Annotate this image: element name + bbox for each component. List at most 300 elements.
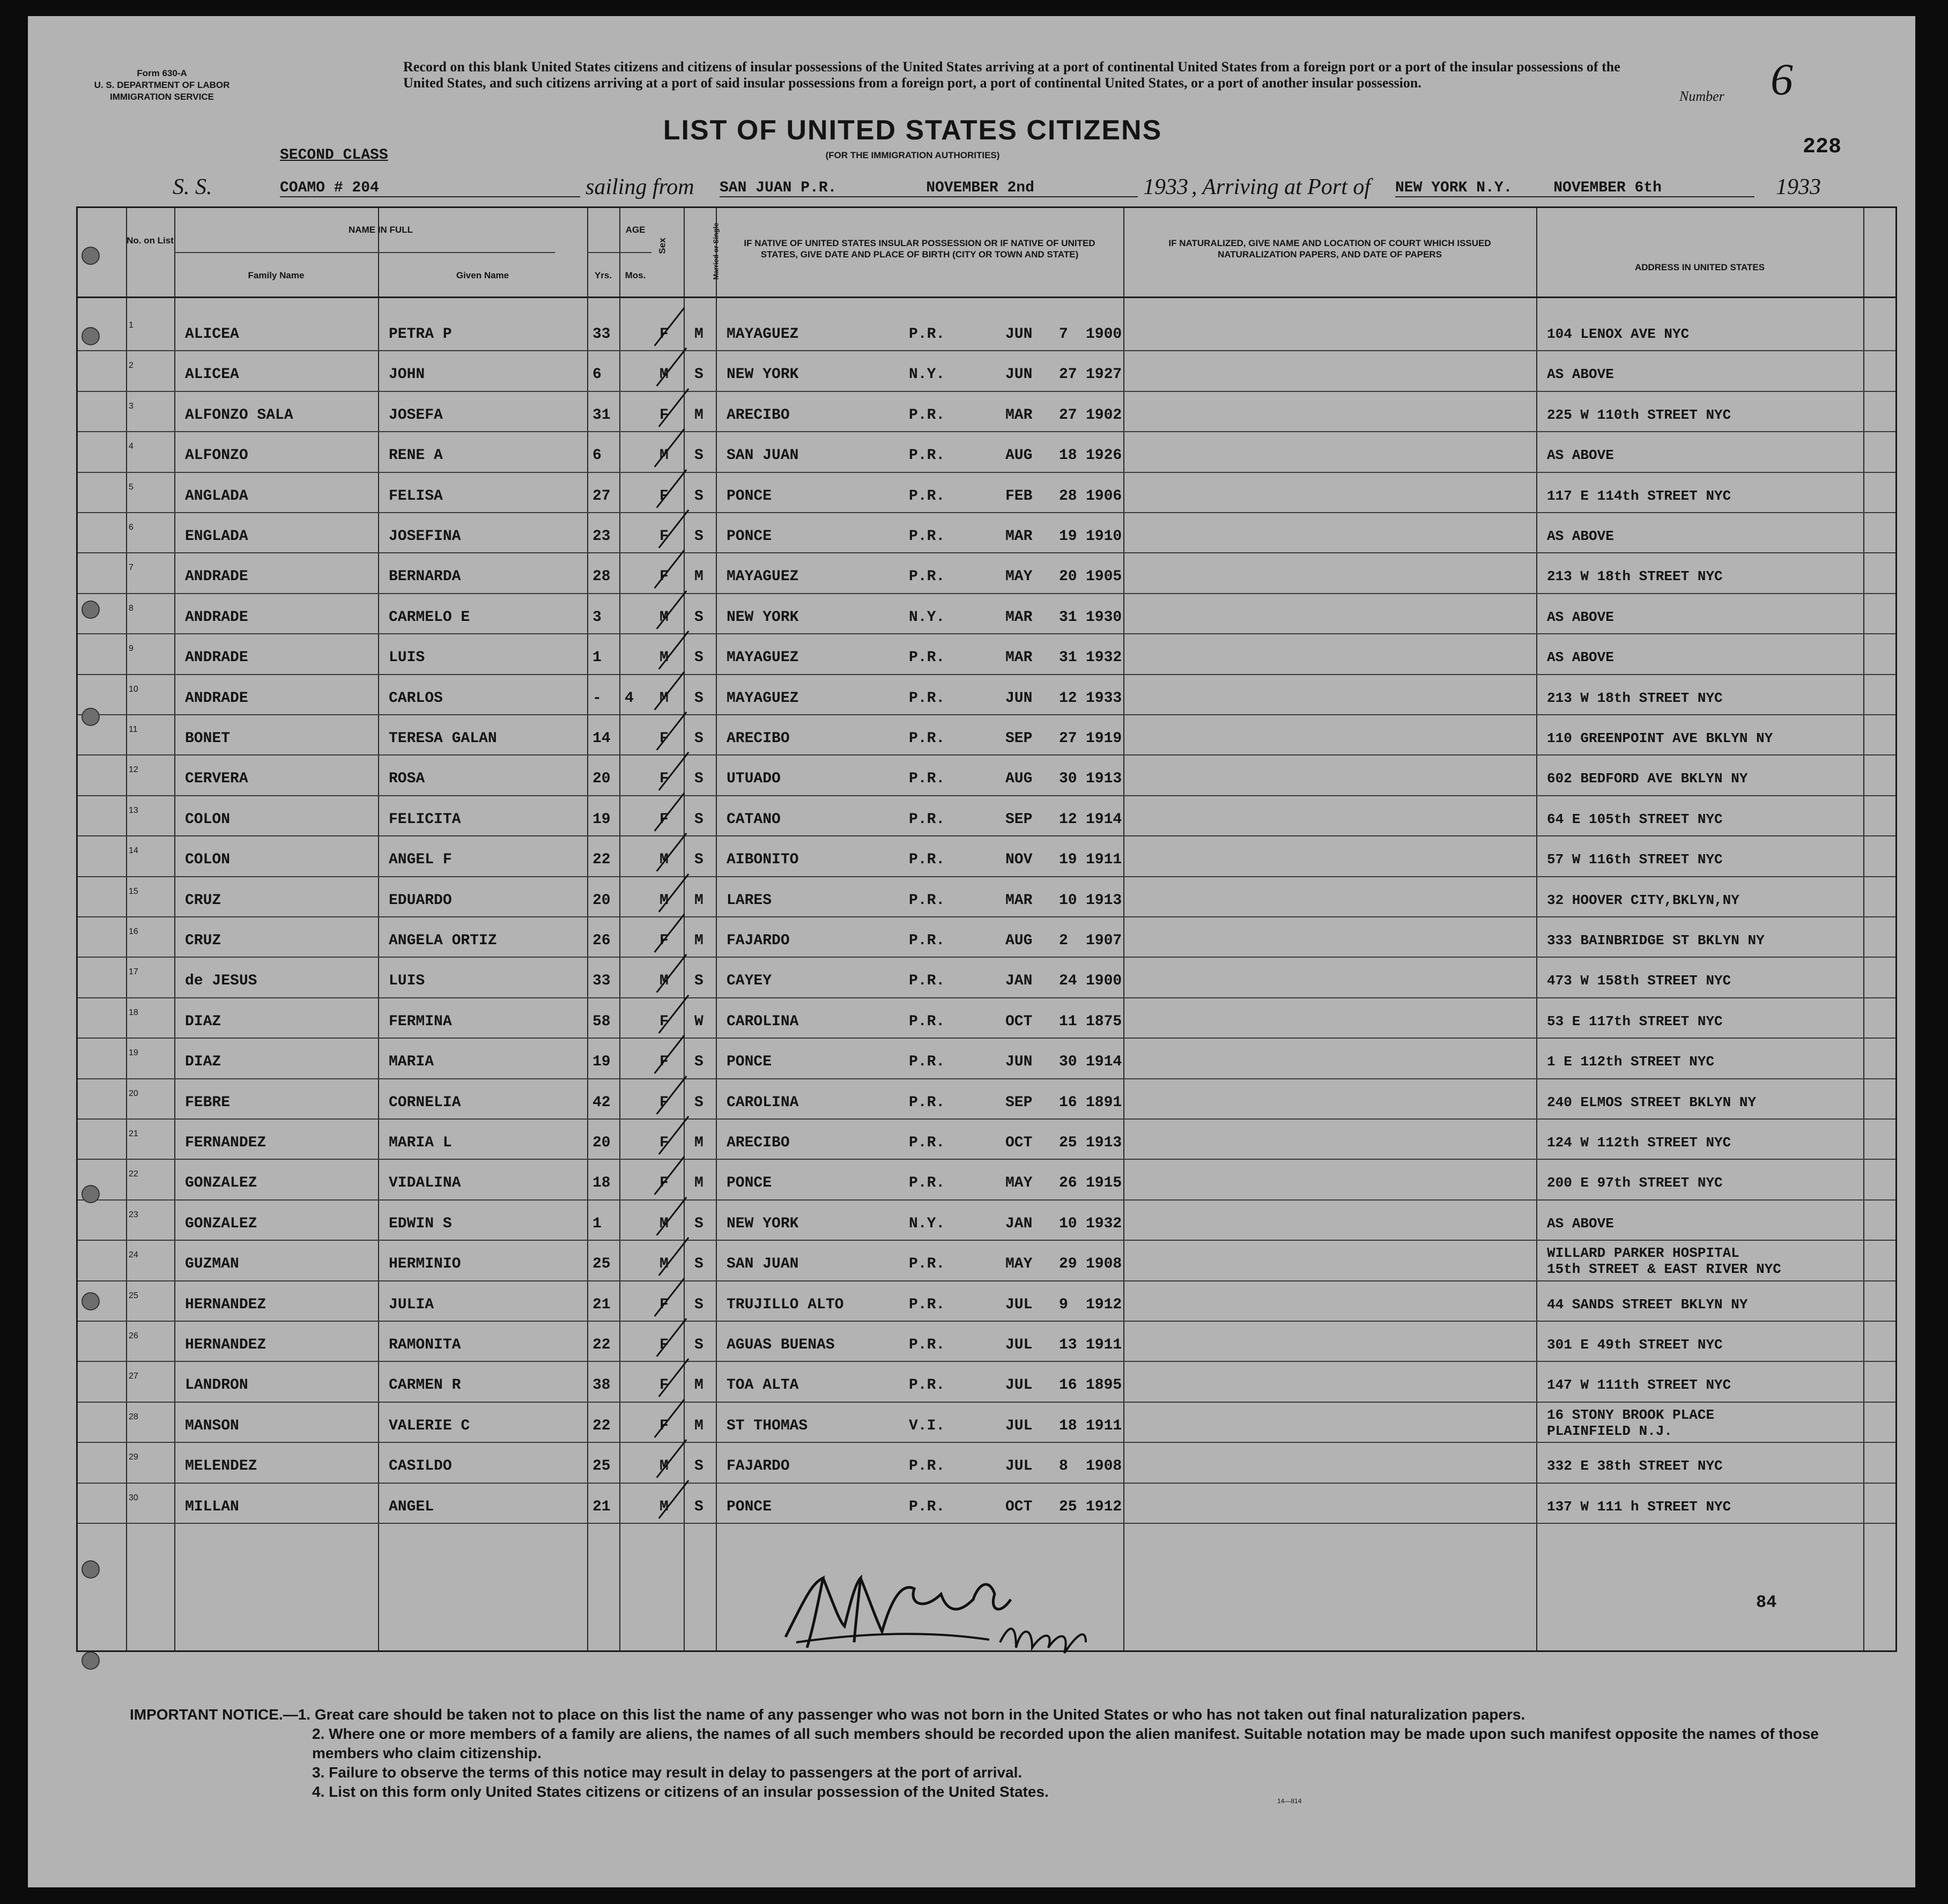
row-number: 5	[129, 482, 134, 492]
birth-day: 26	[1059, 1175, 1077, 1192]
binder-hole	[82, 1560, 100, 1579]
birth-year: 1895	[1086, 1377, 1122, 1394]
birth-year: 1915	[1086, 1175, 1122, 1192]
birth-day: 31	[1059, 609, 1077, 626]
address-line: 240 ELMOS STREET BKLYN NY	[1547, 1094, 1757, 1110]
age-years: 3	[592, 609, 602, 626]
header-sex: Sex	[657, 238, 668, 254]
age-years: 19	[592, 1054, 611, 1071]
arrival-year: 1933	[1776, 175, 1821, 199]
birth-day: 30	[1059, 1054, 1077, 1071]
family-name: ENGLADA	[185, 528, 248, 545]
row-number: 22	[129, 1169, 138, 1179]
address-line: 213 W 18th STREET NYC	[1547, 690, 1723, 706]
row-rule	[78, 1159, 1895, 1160]
binder-hole	[82, 1292, 100, 1310]
birth-day: 28	[1059, 487, 1077, 505]
age-years: 1	[592, 649, 602, 666]
birth-year: 1913	[1086, 771, 1122, 788]
birth-state: P.R.	[909, 1296, 945, 1313]
birth-day: 12	[1059, 811, 1077, 828]
given-name: RENE A	[389, 447, 443, 464]
row-rule	[78, 674, 1895, 675]
birth-place: PONCE	[727, 487, 772, 505]
notice-item-1: —1. Great care should be taken not to place on this list the name of any passenger who was not born in the United States or who has not taken out final naturalization papers.	[283, 1706, 1525, 1723]
birth-day: 24	[1059, 973, 1077, 990]
age-years: 22	[592, 1417, 611, 1434]
row-number: 16	[129, 927, 138, 936]
arrival-port: NEW YORK N.Y. NOVEMBER 6th	[1395, 180, 1754, 197]
row-number: 21	[129, 1129, 138, 1138]
age-years: 6	[592, 447, 602, 464]
row-number: 11	[129, 725, 138, 734]
row-rule	[78, 1361, 1895, 1362]
sex: F	[660, 932, 669, 949]
header-years: Yrs.	[594, 270, 612, 280]
row-rule	[78, 1078, 1895, 1079]
birth-year: 1875	[1086, 1013, 1122, 1030]
row-number: 13	[129, 805, 138, 815]
birth-state: P.R.	[909, 811, 945, 828]
birth-month: AUG	[1005, 447, 1033, 464]
sex: F	[660, 1296, 669, 1313]
age-years: 42	[592, 1094, 611, 1111]
birth-year: 1911	[1086, 1337, 1122, 1353]
birth-day: 10	[1059, 1215, 1077, 1232]
birth-month: SEP	[1005, 730, 1033, 747]
family-name: FERNANDEZ	[185, 1135, 266, 1151]
family-name: GUZMAN	[185, 1256, 239, 1273]
binder-hole	[82, 247, 100, 265]
age-years: 22	[592, 1337, 611, 1353]
given-name: FELISA	[389, 487, 443, 505]
row-rule	[78, 957, 1895, 958]
age-years: 22	[592, 851, 611, 869]
page-title: LIST OF UNITED STATES CITIZENS	[663, 115, 1162, 146]
check-mark	[654, 1399, 685, 1438]
birth-state: N.Y.	[909, 609, 945, 626]
notice-label: IMPORTANT NOTICE.	[130, 1706, 283, 1723]
row-rule	[78, 714, 1895, 715]
birth-month: MAY	[1005, 1256, 1033, 1273]
age-months: 4	[625, 690, 634, 707]
age-years: 28	[592, 568, 611, 586]
age-years: 19	[592, 811, 611, 828]
birth-state: P.R.	[909, 851, 945, 869]
page-subtitle: (FOR THE IMMIGRATION AUTHORITIES)	[825, 150, 1000, 160]
birth-month: JUL	[1005, 1377, 1033, 1394]
birth-state: N.Y.	[909, 1215, 945, 1232]
birth-place: UTUADO	[727, 771, 781, 788]
address-line: PLAINFIELD N.J.	[1547, 1423, 1673, 1439]
row-number: 24	[129, 1250, 138, 1260]
inspector-signature	[764, 1562, 1139, 1669]
given-name: CARMEN R	[389, 1377, 461, 1394]
family-name: ANDRADE	[185, 568, 248, 586]
age-years: 18	[592, 1175, 611, 1192]
family-name: GONZALEZ	[185, 1175, 257, 1192]
birth-place: CAYEY	[727, 973, 772, 990]
birth-year: 1905	[1086, 568, 1122, 586]
check-mark	[654, 307, 685, 346]
binder-hole	[82, 1185, 100, 1203]
given-name: PETRA P	[389, 326, 452, 343]
family-name: COLON	[185, 851, 231, 869]
family-name: COLON	[185, 811, 231, 828]
birth-day: 16	[1059, 1094, 1077, 1111]
birth-year: 1908	[1086, 1256, 1122, 1273]
header-list-number: No. on List	[127, 235, 174, 246]
family-name: ANDRADE	[185, 690, 248, 707]
arrival-date: NOVEMBER 6th	[1553, 180, 1662, 196]
row-rule	[78, 1240, 1895, 1241]
row-rule	[78, 795, 1895, 796]
birth-place: ARECIBO	[727, 730, 790, 747]
marital-status: S	[694, 851, 703, 869]
sex: F	[660, 568, 669, 586]
sex: M	[660, 851, 669, 869]
check-mark	[654, 914, 685, 953]
given-name: CARLOS	[389, 690, 443, 707]
birth-month: JUN	[1005, 1054, 1033, 1071]
birth-day: 25	[1059, 1135, 1077, 1151]
binder-hole	[82, 1651, 100, 1670]
birth-state: N.Y.	[909, 366, 945, 383]
birth-day: 30	[1059, 771, 1077, 788]
birth-place: LARES	[727, 892, 772, 909]
row-rule	[78, 1402, 1895, 1403]
given-name: ROSA	[389, 771, 425, 788]
birth-place: SAN JUAN	[727, 447, 799, 464]
arriving-label: , Arriving at Port of	[1191, 175, 1371, 199]
birth-year: 1914	[1086, 811, 1122, 828]
sex: M	[660, 690, 669, 707]
marital-status: S	[694, 1215, 703, 1232]
given-name: LUIS	[389, 973, 425, 990]
birth-day: 31	[1059, 649, 1077, 666]
address-line: WILLARD PARKER HOSPITAL	[1547, 1245, 1739, 1262]
birth-place: TOA ALTA	[727, 1377, 799, 1394]
sex: F	[660, 730, 669, 747]
sex: M	[660, 892, 669, 909]
birth-day: 18	[1059, 447, 1077, 464]
birth-place: PONCE	[727, 528, 772, 545]
age-years: 31	[592, 406, 611, 424]
birth-day: 7	[1059, 326, 1068, 343]
birth-place: AIBONITO	[727, 851, 799, 869]
birth-year: 1913	[1086, 892, 1122, 909]
marital-status: M	[694, 1135, 703, 1151]
age-years: 25	[592, 1458, 611, 1475]
birth-place: NEW YORK	[727, 609, 799, 626]
marital-status: S	[694, 609, 703, 626]
row-number: 26	[129, 1331, 138, 1340]
given-name: CORNELIA	[389, 1094, 461, 1111]
birth-year: 1908	[1086, 1458, 1122, 1475]
birth-place: NEW YORK	[727, 366, 799, 383]
birth-place: PONCE	[727, 1498, 772, 1515]
check-mark	[654, 550, 685, 589]
given-name: ANGEL F	[389, 851, 452, 869]
birth-place: FAJARDO	[727, 932, 790, 949]
birth-year: 1911	[1086, 851, 1122, 869]
given-name: VIDALINA	[389, 1175, 461, 1192]
birth-place: TRUJILLO ALTO	[727, 1296, 844, 1313]
header-family-name: Family Name	[248, 270, 305, 280]
birth-place: ST THOMAS	[727, 1417, 808, 1434]
birth-place: ARECIBO	[727, 1135, 790, 1151]
row-rule	[78, 1483, 1895, 1484]
row-rule	[78, 552, 1895, 553]
birth-state: P.R.	[909, 528, 945, 545]
row-number: 10	[129, 684, 138, 694]
birth-month: AUG	[1005, 932, 1033, 949]
birth-place: ARECIBO	[727, 406, 790, 424]
address-line: AS ABOVE	[1547, 366, 1614, 383]
address-line: 332 E 38th STREET NYC	[1547, 1458, 1723, 1475]
family-name: CERVERA	[185, 771, 248, 788]
sex: F	[660, 1417, 669, 1434]
form-identifier: Form 630-A U. S. DEPARTMENT OF LABOR IMMIGRATION SERVICE	[94, 68, 230, 102]
row-rule	[78, 876, 1895, 877]
print-code: 14—814	[1277, 1797, 1302, 1805]
given-name: ANGELA ORTIZ	[389, 932, 497, 949]
age-years: 14	[592, 730, 611, 747]
birth-day: 2	[1059, 932, 1068, 949]
address-line: 225 W 110th STREET NYC	[1547, 406, 1731, 423]
sex: F	[660, 1135, 669, 1151]
birth-state: P.R.	[909, 1377, 945, 1394]
row-number: 7	[129, 563, 134, 573]
sex: F	[660, 1054, 669, 1071]
sex: M	[660, 609, 669, 626]
given-name: FELICITA	[389, 811, 461, 828]
age-years: 1	[592, 1215, 602, 1232]
marital-status: S	[694, 690, 703, 707]
marital-status: W	[694, 1013, 703, 1030]
marital-status: M	[694, 1417, 703, 1434]
birth-state: P.R.	[909, 487, 945, 505]
address-line: 104 LENOX AVE NYC	[1547, 326, 1690, 342]
age-years: 58	[592, 1013, 611, 1030]
row-rule	[78, 1321, 1895, 1322]
birth-month: JAN	[1005, 973, 1033, 990]
marital-status: S	[694, 1256, 703, 1273]
header-months: Mos.	[625, 270, 646, 280]
marital-status: S	[694, 447, 703, 464]
birth-year: 1900	[1086, 973, 1122, 990]
manifest-sheet	[28, 16, 1915, 1887]
check-mark	[654, 428, 685, 468]
sex: F	[660, 771, 669, 788]
passenger-table	[76, 206, 1897, 1652]
age-years: 27	[592, 487, 611, 505]
footer-count: 84	[1756, 1592, 1777, 1612]
marital-status: S	[694, 1458, 703, 1475]
birth-year: 1912	[1086, 1498, 1122, 1515]
check-mark	[654, 1156, 685, 1195]
birth-year: 1930	[1086, 609, 1122, 626]
birth-month: JUN	[1005, 326, 1033, 343]
sex: F	[660, 1337, 669, 1353]
departure-date: NOVEMBER 2nd	[926, 180, 1034, 196]
binder-hole	[82, 601, 100, 619]
birth-month: SEP	[1005, 1094, 1033, 1111]
row-rule	[78, 1442, 1895, 1443]
given-name: MARIA L	[389, 1135, 452, 1151]
birth-place: CAROLINA	[727, 1013, 799, 1030]
header-address: ADDRESS IN UNITED STATES	[1634, 262, 1765, 272]
ss-label: S. S.	[173, 175, 212, 199]
address-line: 64 E 105th STREET NYC	[1547, 811, 1723, 827]
family-name: CRUZ	[185, 892, 221, 909]
given-name: EDWIN S	[389, 1215, 452, 1232]
marital-status: M	[694, 1175, 703, 1192]
row-rule	[78, 754, 1895, 755]
birth-day: 10	[1059, 892, 1077, 909]
marital-status: M	[694, 932, 703, 949]
marital-status: S	[694, 1296, 703, 1313]
row-number: 30	[129, 1493, 138, 1502]
birth-month: JAN	[1005, 1215, 1033, 1232]
birth-state: P.R.	[909, 447, 945, 464]
notice-item-3: 3. Failure to observe the terms of this notice may result in delay to passengers at the port of arrival.	[312, 1764, 1023, 1781]
family-name: DIAZ	[185, 1013, 221, 1030]
birth-year: 1913	[1086, 1135, 1122, 1151]
birth-state: P.R.	[909, 326, 945, 343]
row-number: 23	[129, 1210, 138, 1219]
birth-month: MAY	[1005, 1175, 1033, 1192]
age-years: 26	[592, 932, 611, 949]
binder-hole	[82, 327, 100, 345]
address-line: 53 E 117th STREET NYC	[1547, 1013, 1723, 1029]
address-line: 32 HOOVER CITY,BKLYN,NY	[1547, 892, 1739, 908]
family-name: MANSON	[185, 1417, 239, 1434]
birth-month: MAY	[1005, 568, 1033, 586]
age-years: 21	[592, 1296, 611, 1313]
birth-state: P.R.	[909, 892, 945, 909]
family-name: LANDRON	[185, 1377, 248, 1394]
birth-state: P.R.	[909, 568, 945, 586]
check-mark	[654, 671, 685, 710]
marital-status: S	[694, 1337, 703, 1353]
given-name: JOSEFINA	[389, 528, 461, 545]
age-years: 20	[592, 1135, 611, 1151]
marital-status: S	[694, 649, 703, 666]
sex: M	[660, 366, 669, 383]
row-rule	[78, 1199, 1895, 1201]
age-years: 23	[592, 528, 611, 545]
family-name: de JESUS	[185, 973, 257, 990]
address-line: 333 BAINBRIDGE ST BKLYN NY	[1547, 932, 1765, 949]
birth-day: 11	[1059, 1013, 1077, 1030]
row-rule	[78, 1523, 1895, 1524]
row-number: 18	[129, 1007, 138, 1017]
birth-month: JUL	[1005, 1458, 1033, 1475]
row-rule	[78, 997, 1895, 998]
sex: M	[660, 1498, 669, 1515]
birth-day: 13	[1059, 1337, 1077, 1353]
birth-state: P.R.	[909, 932, 945, 949]
row-rule	[78, 512, 1895, 513]
marital-status: S	[694, 771, 703, 788]
address-line: 213 W 18th STREET NYC	[1547, 568, 1723, 585]
birth-year: 1926	[1086, 447, 1122, 464]
birth-place: MAYAGUEZ	[727, 568, 799, 586]
row-rule	[78, 633, 1895, 634]
birth-month: JUL	[1005, 1417, 1033, 1434]
row-rule	[78, 350, 1895, 351]
birth-place: MAYAGUEZ	[727, 649, 799, 666]
family-name: CRUZ	[185, 932, 221, 949]
birth-place: PONCE	[727, 1054, 772, 1071]
row-number: 6	[129, 523, 134, 532]
family-name: MILLAN	[185, 1498, 239, 1515]
birth-place: NEW YORK	[727, 1215, 799, 1232]
marital-status: S	[694, 528, 703, 545]
binder-hole	[82, 708, 100, 726]
given-name: JOHN	[389, 366, 425, 383]
age-years: 25	[592, 1256, 611, 1273]
header-name-in-full: NAME IN FULL	[349, 225, 413, 235]
birth-day: 29	[1059, 1256, 1077, 1273]
row-number: 1	[129, 321, 134, 330]
birth-month: JUN	[1005, 690, 1033, 707]
birth-state: P.R.	[909, 1498, 945, 1515]
sex: F	[660, 1094, 669, 1111]
birth-state: P.R.	[909, 406, 945, 424]
address-line: AS ABOVE	[1547, 649, 1614, 666]
row-rule	[78, 1118, 1895, 1120]
row-number: 4	[129, 442, 134, 451]
family-name: BONET	[185, 730, 231, 747]
birth-day: 19	[1059, 851, 1077, 869]
birth-day: 9	[1059, 1296, 1068, 1313]
sex: F	[660, 487, 669, 505]
birth-month: SEP	[1005, 811, 1033, 828]
row-number: 9	[129, 644, 134, 654]
birth-state: P.R.	[909, 1094, 945, 1111]
header-naturalization: IF NATURALIZED, GIVE NAME AND LOCATION OF COURT WHICH ISSUED NATURALIZATION PAPERS, AND DATE OF PAPERS	[1168, 238, 1491, 260]
sex: M	[660, 973, 669, 990]
age-years: 6	[592, 366, 602, 383]
address-line: 301 E 49th STREET NYC	[1547, 1337, 1723, 1353]
marital-status: M	[694, 326, 703, 343]
birth-day: 8	[1059, 1458, 1068, 1475]
sex: M	[660, 1458, 669, 1475]
birth-year: 1900	[1086, 326, 1122, 343]
birth-state: P.R.	[909, 1175, 945, 1192]
address-line: 124 W 112th STREET NYC	[1547, 1135, 1731, 1151]
birth-state: P.R.	[909, 649, 945, 666]
row-number: 29	[129, 1453, 138, 1462]
birth-place: PONCE	[727, 1175, 772, 1192]
birth-state: P.R.	[909, 1256, 945, 1273]
birth-day: 25	[1059, 1498, 1077, 1515]
address-line: 1 E 112th STREET NYC	[1547, 1054, 1715, 1070]
row-number: 3	[129, 401, 134, 411]
header-age: AGE	[625, 225, 646, 235]
marital-status: S	[694, 487, 703, 505]
sex: F	[660, 406, 669, 424]
row-rule	[78, 1038, 1895, 1039]
birth-month: FEB	[1005, 487, 1033, 505]
birth-day: 12	[1059, 690, 1077, 707]
given-name: MARIA	[389, 1054, 434, 1071]
given-name: VALERIE C	[389, 1417, 470, 1434]
birth-month: JUL	[1005, 1296, 1033, 1313]
row-number: 20	[129, 1088, 138, 1098]
